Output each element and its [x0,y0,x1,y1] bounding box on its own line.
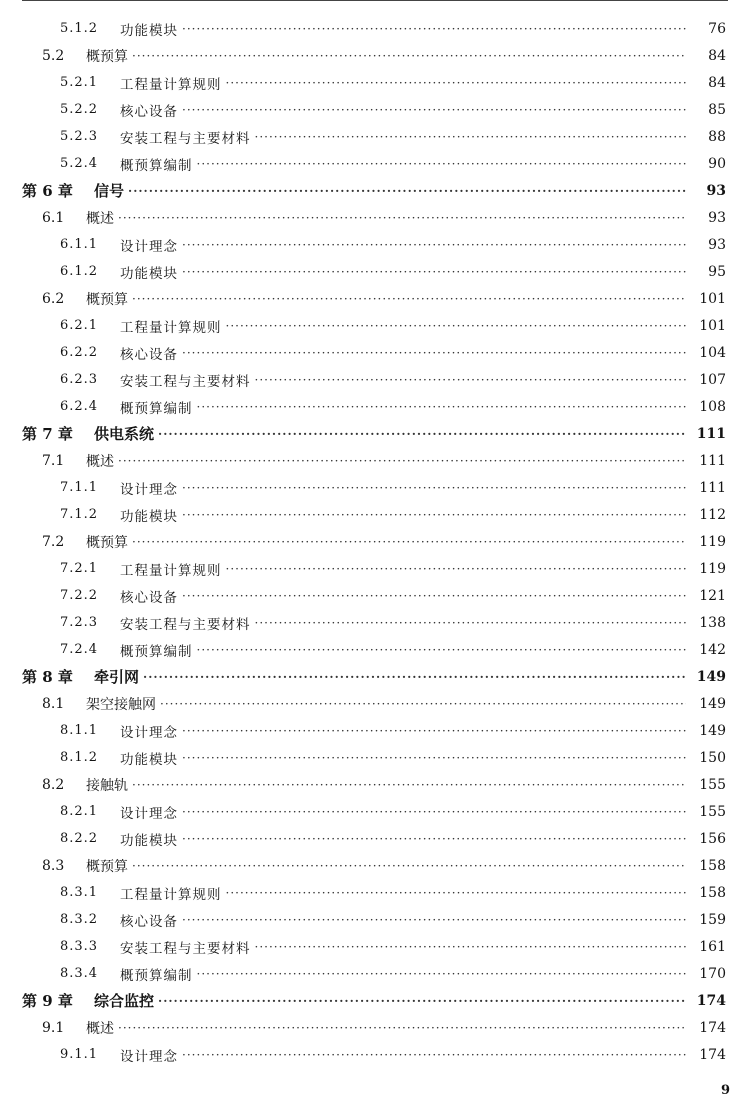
toc-entry-number: 6.2.2 [60,345,99,360]
toc-entry-title: 安装工程与主要材料 [120,616,251,633]
toc-entry-title: 工程量计算规则 [120,76,222,93]
toc-entry-number: 8.2.2 [60,831,99,846]
toc-entry-sub[interactable] [0,366,750,393]
toc-entry-page: 111 [699,479,726,496]
dot-leader [143,670,686,684]
dot-leader [182,481,686,495]
toc-entry-page: 108 [699,398,726,415]
toc-entry-number: 8.3.3 [60,939,99,954]
dot-leader [197,967,687,981]
toc-entry-page: 149 [696,668,726,685]
toc-entry-sub[interactable] [0,501,750,528]
toc-entry-sub[interactable] [0,231,750,258]
toc-entry-number: 第 9 章 [22,992,73,1010]
dot-leader [226,562,687,576]
toc-entry-sub[interactable] [0,636,750,663]
toc-entry-page: 155 [699,803,726,820]
toc-entry-number: 5.2 [42,47,65,64]
dot-leader [182,913,686,927]
toc-entry-section[interactable] [0,1014,750,1041]
toc-entry-page: 112 [699,506,726,523]
toc-entry-number: 6.1 [42,209,65,226]
toc-entry-page: 93 [708,209,726,226]
toc-entry-sub[interactable] [0,258,750,285]
toc-entry-title: 概预算编制 [120,400,193,417]
toc-entry-title: 牵引网 [94,668,140,686]
toc-entry-page: 150 [699,749,726,766]
toc-entry-sub[interactable] [0,1041,750,1068]
toc-entry-number: 7.2 [42,533,65,550]
toc-entry-title: 概预算 [86,48,128,65]
toc-entry-chapter[interactable] [0,663,750,690]
toc-entry-sub[interactable] [0,474,750,501]
toc-entry-number: 5.2.3 [60,129,99,144]
dot-leader [197,643,687,657]
toc-entry-number: 8.3.4 [60,966,99,981]
toc-entry-title: 核心设备 [120,589,178,606]
toc-entry-number: 6.2.3 [60,372,99,387]
toc-entry-page: 88 [708,128,726,145]
toc-entry-number: 第 7 章 [22,425,73,443]
toc-entry-number: 8.3.1 [60,885,99,900]
toc-entry-title: 安装工程与主要材料 [120,940,251,957]
dot-leader [118,454,686,468]
toc-entry-title: 信号 [94,182,125,200]
toc-entry-number: 6.2 [42,290,65,307]
dot-leader [182,238,686,252]
toc-entry-page: 174 [696,992,726,1009]
toc-entry-title: 工程量计算规则 [120,562,222,579]
dot-leader [182,346,686,360]
toc-entry-number: 8.3.2 [60,912,99,927]
top-rule [22,0,728,1]
dot-leader [182,589,686,603]
toc-entry-title: 概预算编制 [120,967,193,984]
dot-leader [182,22,686,36]
dot-leader [158,427,686,441]
toc-entry-number: 6.1.1 [60,237,99,252]
toc-entry-number: 8.2 [42,776,65,793]
toc-entry-number: 7.2.2 [60,588,99,603]
toc-entry-page: 138 [699,614,726,631]
toc-entry-section[interactable] [0,42,750,69]
toc-entry-number: 6.1.2 [60,264,99,279]
dot-leader [255,940,687,954]
toc-entry-page: 95 [708,263,726,280]
dot-leader [226,886,687,900]
toc-entry-title: 工程量计算规则 [120,319,222,336]
dot-leader [132,292,686,306]
toc-entry-sub[interactable] [0,906,750,933]
dot-leader [226,319,687,333]
toc-entry-page: 142 [699,641,726,658]
toc-entry-title: 供电系统 [94,425,155,443]
dot-leader [132,778,686,792]
toc-entry-sub[interactable] [0,582,750,609]
toc-entry-number: 9.1 [42,1019,65,1036]
toc-entry-number: 8.1 [42,695,65,712]
toc-entry-page: 155 [699,776,726,793]
toc-entry-sub[interactable] [0,609,750,636]
toc-entry-sub[interactable] [0,933,750,960]
toc-entry-page: 101 [699,290,726,307]
toc-entry-section[interactable] [0,852,750,879]
toc-entry-title: 设计理念 [120,481,178,498]
toc-entry-section[interactable] [0,690,750,717]
toc-entry-title: 核心设备 [120,103,178,120]
toc-entry-page: 90 [708,155,726,172]
toc-entry-page: 159 [699,911,726,928]
toc-entry-section[interactable] [0,204,750,231]
toc-entry-sub[interactable] [0,69,750,96]
toc-entry-title: 功能模块 [120,751,178,768]
dot-leader [118,211,686,225]
dot-leader [182,508,686,522]
toc-entry-number: 8.1.2 [60,750,99,765]
toc-entry-number: 6.2.4 [60,399,99,414]
toc-entry-number: 8.1.1 [60,723,99,738]
toc-entry-title: 核心设备 [120,346,178,363]
toc-entry-page: 84 [708,47,726,64]
toc-entry-number: 5.1.2 [60,21,99,36]
toc-entry-title: 接触轨 [86,777,128,794]
toc-entry-page: 158 [699,884,726,901]
toc-entry-page: 156 [699,830,726,847]
toc-entry-sub[interactable] [0,15,750,42]
toc-entry-section[interactable] [0,447,750,474]
toc-entry-number: 7.1.2 [60,507,99,522]
toc-entry-title: 概预算编制 [120,643,193,660]
toc-entry-number: 8.3 [42,857,65,874]
dot-leader [160,697,686,711]
toc-entry-sub[interactable] [0,825,750,852]
toc-entry-title: 功能模块 [120,832,178,849]
toc-entry-page: 119 [699,560,726,577]
toc-entry-title: 功能模块 [120,22,178,39]
dot-leader [132,859,686,873]
toc-entry-title: 核心设备 [120,913,178,930]
dot-leader [197,157,687,171]
dot-leader [197,400,687,414]
toc-entry-page: 119 [699,533,726,550]
page-number: 9 [720,1083,730,1098]
toc-entry-section[interactable] [0,285,750,312]
toc-entry-title: 综合监控 [94,992,155,1010]
toc-entry-sub[interactable] [0,744,750,771]
toc-entry-sub[interactable] [0,798,750,825]
table-of-contents [0,15,750,1068]
toc-entry-number: 9.1.1 [60,1047,99,1062]
dot-leader [182,805,686,819]
dot-leader [182,103,686,117]
toc-entry-section[interactable] [0,528,750,555]
dot-leader [128,184,686,198]
toc-entry-page: 174 [699,1019,726,1036]
toc-entry-number: 8.2.1 [60,804,99,819]
toc-entry-title: 安装工程与主要材料 [120,373,251,390]
dot-leader [132,49,686,63]
toc-entry-number: 5.2.1 [60,75,99,90]
toc-entry-title: 工程量计算规则 [120,886,222,903]
toc-entry-sub[interactable] [0,717,750,744]
toc-entry-sub[interactable] [0,393,750,420]
toc-entry-number: 第 6 章 [22,182,73,200]
toc-entry-title: 设计理念 [120,1048,178,1065]
toc-entry-title: 功能模块 [120,265,178,282]
toc-entry-page: 149 [699,722,726,739]
toc-entry-sub[interactable] [0,150,750,177]
toc-entry-page: 174 [699,1046,726,1063]
toc-entry-page: 111 [699,452,726,469]
toc-entry-chapter[interactable] [0,420,750,447]
toc-entry-page: 107 [699,371,726,388]
toc-entry-title: 架空接触网 [86,696,156,713]
toc-entry-title: 功能模块 [120,508,178,525]
toc-entry-title: 概预算编制 [120,157,193,174]
dot-leader [255,616,687,630]
toc-entry-sub[interactable] [0,96,750,123]
toc-entry-title: 概述 [86,1020,114,1037]
dot-leader [132,535,686,549]
toc-entry-number: 5.2.2 [60,102,99,117]
toc-entry-page: 85 [708,101,726,118]
toc-entry-chapter[interactable] [0,987,750,1014]
dot-leader [182,751,686,765]
toc-entry-page: 84 [708,74,726,91]
toc-entry-number: 7.2.3 [60,615,99,630]
toc-entry-sub[interactable] [0,123,750,150]
toc-entry-sub[interactable] [0,555,750,582]
toc-entry-sub[interactable] [0,312,750,339]
toc-entry-page: 93 [706,182,726,199]
toc-entry-sub[interactable] [0,960,750,987]
dot-leader [255,130,687,144]
toc-entry-page: 158 [699,857,726,874]
toc-entry-number: 7.2.1 [60,561,99,576]
toc-entry-page: 170 [699,965,726,982]
toc-entry-title: 设计理念 [120,805,178,822]
toc-entry-title: 安装工程与主要材料 [120,130,251,147]
toc-entry-title: 设计理念 [120,724,178,741]
dot-leader [182,265,686,279]
toc-entry-sub[interactable] [0,879,750,906]
toc-entry-page: 121 [699,587,726,604]
toc-entry-page: 161 [699,938,726,955]
toc-entry-page: 101 [699,317,726,334]
toc-entry-title: 概预算 [86,534,128,551]
toc-entry-page: 111 [696,425,726,442]
toc-entry-number: 5.2.4 [60,156,99,171]
toc-entry-sub[interactable] [0,339,750,366]
toc-entry-number: 7.2.4 [60,642,99,657]
dot-leader [226,76,687,90]
dot-leader [158,994,686,1008]
toc-entry-page: 93 [708,236,726,253]
toc-entry-title: 概预算 [86,858,128,875]
toc-entry-title: 概述 [86,210,114,227]
toc-entry-number: 7.1.1 [60,480,99,495]
toc-entry-number: 7.1 [42,452,65,469]
dot-leader [182,724,686,738]
toc-entry-title: 概述 [86,453,114,470]
dot-leader [182,1048,686,1062]
toc-entry-chapter[interactable] [0,177,750,204]
toc-entry-page: 149 [699,695,726,712]
toc-entry-title: 概预算 [86,291,128,308]
toc-entry-section[interactable] [0,771,750,798]
toc-entry-page: 76 [708,20,726,37]
toc-entry-page: 104 [699,344,726,361]
toc-entry-number: 6.2.1 [60,318,99,333]
dot-leader [182,832,686,846]
dot-leader [255,373,687,387]
toc-entry-number: 第 8 章 [22,668,73,686]
dot-leader [118,1021,686,1035]
toc-entry-title: 设计理念 [120,238,178,255]
